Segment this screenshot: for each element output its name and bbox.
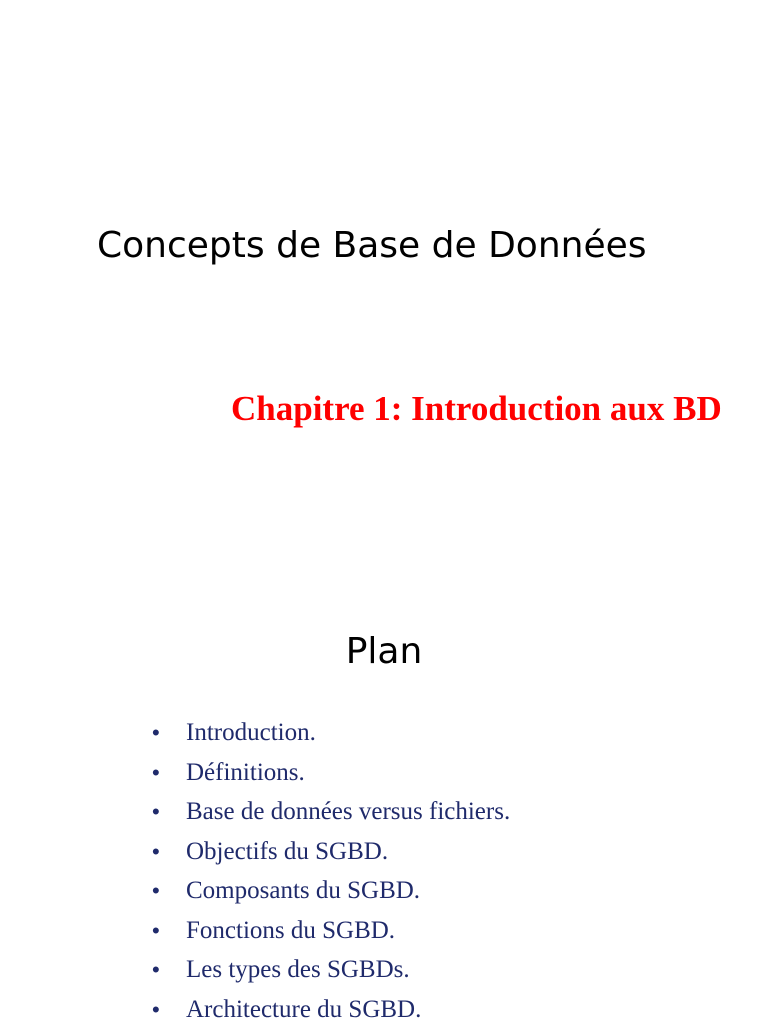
plan-title: Plan (0, 628, 768, 676)
bullet-icon: • (152, 990, 160, 1029)
title-slide (0, 0, 768, 512)
bullet-icon: • (152, 911, 160, 951)
plan-item-text: Composants du SGBD. (186, 871, 420, 911)
plan-slide (0, 512, 768, 1024)
bullet-icon: • (152, 713, 160, 753)
bullet-icon: • (152, 753, 160, 793)
plan-item-text: Définitions. (186, 753, 305, 793)
presentation-title: Concepts de Base de Données (97, 222, 647, 270)
plan-item-text: Base de données versus fichiers. (186, 792, 510, 832)
plan-item-text: Les types des SGBDs. (186, 950, 410, 990)
bullet-icon: • (152, 871, 160, 911)
chapter-subtitle: Chapitre 1: Introduction aux BD (231, 388, 722, 430)
bullet-icon: • (152, 792, 160, 832)
plan-item-text: Objectifs du SGBD. (186, 832, 388, 872)
plan-item-text: Fonctions du SGBD. (186, 911, 395, 951)
bullet-icon: • (152, 832, 160, 872)
plan-item-text: Introduction. (186, 713, 316, 753)
bullet-icon: • (152, 950, 160, 990)
plan-item-text: Architecture du SGBD. (186, 990, 421, 1029)
